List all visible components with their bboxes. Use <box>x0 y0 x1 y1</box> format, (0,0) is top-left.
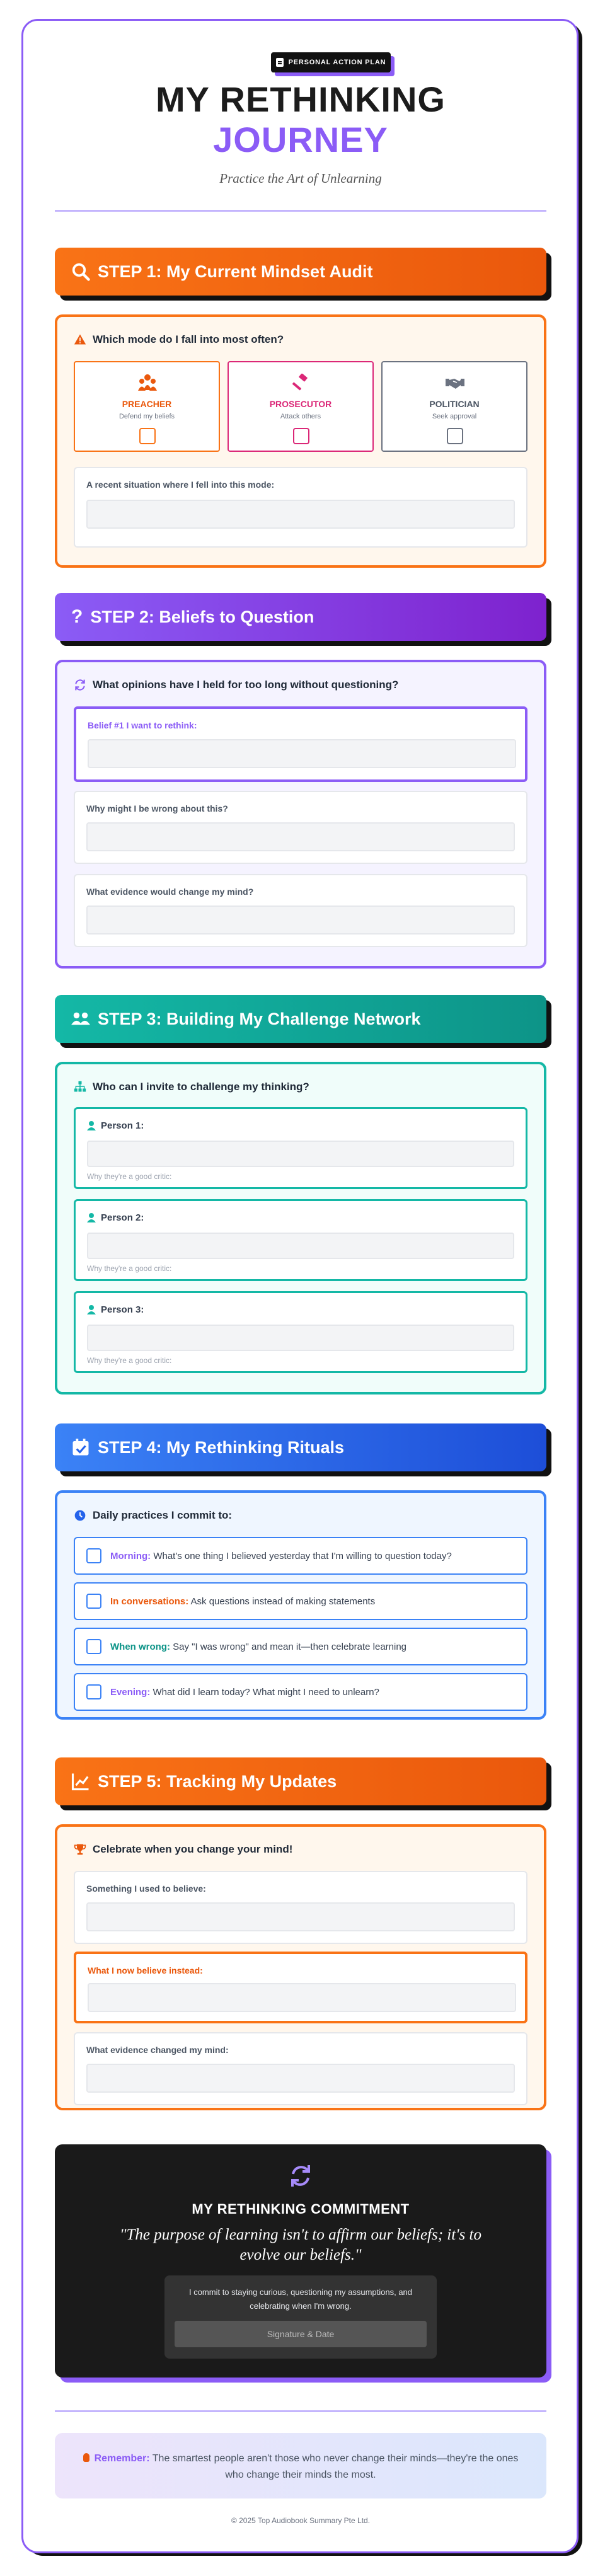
mode-card-politician[interactable] <box>381 361 527 452</box>
ritual-text: Ask questions instead of making statements <box>190 1596 376 1607</box>
step2-title: STEP 2: Beliefs to Question <box>90 607 314 626</box>
person-label: Person 3: <box>101 1304 144 1315</box>
divider <box>55 210 546 212</box>
network-icon <box>74 1081 86 1093</box>
user-icon <box>87 1121 96 1130</box>
mode-desc: Defend my beliefs <box>118 413 175 420</box>
chart-line-icon <box>71 1772 90 1791</box>
commitment-section <box>55 2144 553 2383</box>
situation-input[interactable] <box>86 500 515 529</box>
person-label: Person 1: <box>101 1120 144 1131</box>
step1-body <box>55 314 546 568</box>
step1-title: STEP 1: My Current Mindset Audit <box>98 262 373 281</box>
mode-desc: Seek approval <box>432 413 477 420</box>
step5-body <box>55 1824 546 2110</box>
ritual-checkbox[interactable] <box>86 1548 101 1563</box>
commitment-title: MY RETHINKING COMMITMENT <box>192 2201 410 2217</box>
warning-icon <box>74 333 86 346</box>
mode-name: PREACHER <box>122 399 172 409</box>
ritual-item[interactable] <box>74 1673 527 1711</box>
people-icon <box>138 374 157 391</box>
ritual-label: When wrong: <box>110 1641 170 1652</box>
remember-label: Remember: <box>94 2453 150 2464</box>
copyright-text: © 2025 Top Audiobook Summary Pte Ltd. <box>231 2516 371 2525</box>
mode-checkbox[interactable] <box>447 428 463 444</box>
person-input[interactable] <box>87 1233 514 1259</box>
page-title-line1: MY RETHINKING <box>156 79 446 119</box>
worksheet-card <box>21 19 579 2553</box>
step2-header <box>55 593 553 645</box>
belief-field <box>74 706 527 782</box>
clipboard-icon <box>276 58 284 67</box>
ritual-item[interactable] <box>74 1628 527 1665</box>
evidence-input[interactable] <box>86 906 515 934</box>
commitment-quote: "The purpose of learning isn't to affirm our beliefs; it's to evolve our beliefs." <box>120 2226 481 2263</box>
step1-question: Which mode do I fall into most often? <box>93 333 284 345</box>
step3-title: STEP 3: Building My Challenge Network <box>98 1009 421 1028</box>
mode-desc: Attack others <box>280 413 321 420</box>
commitment-text: I commit to staying curious, questioning my assumptions, and celebrating when I'm wrong. <box>188 2287 413 2311</box>
user-icon <box>87 1213 96 1222</box>
changed-mind-input[interactable] <box>86 2064 515 2093</box>
person-hint: Why they're a good critic: <box>87 1264 172 1273</box>
situation-label: A recent situation where I fell into this mode: <box>86 480 275 490</box>
wrong-label: Why might I be wrong about this? <box>86 803 228 814</box>
lightbulb-icon <box>83 2453 89 2462</box>
step5-title: STEP 5: Tracking My Updates <box>98 1771 337 1791</box>
person-card <box>74 1199 527 1281</box>
commitment-box <box>164 2275 437 2359</box>
person-card <box>74 1291 527 1373</box>
page-subtitle: Practice the Art of Unlearning <box>219 171 382 186</box>
mode-checkbox[interactable] <box>139 428 156 444</box>
step4-question: Daily practices I commit to: <box>93 1509 233 1521</box>
now-believe-input[interactable] <box>88 1983 516 2012</box>
mode-checkbox[interactable] <box>293 428 309 444</box>
sync-icon <box>288 2163 313 2188</box>
trophy-icon <box>74 1843 86 1856</box>
ritual-item[interactable] <box>74 1582 527 1620</box>
step3-header <box>55 995 553 1047</box>
ritual-label: Morning: <box>110 1550 151 1561</box>
step4-body <box>55 1490 546 1720</box>
remember-callout <box>55 2433 546 2498</box>
question-icon: ? <box>71 606 83 627</box>
ritual-checkbox[interactable] <box>86 1684 101 1699</box>
refresh-icon <box>74 679 86 691</box>
footer <box>55 2516 546 2525</box>
person-input[interactable] <box>87 1141 514 1167</box>
mode-name: PROSECUTOR <box>269 399 332 409</box>
calendar-check-icon <box>71 1438 90 1457</box>
person-label: Person 2: <box>101 1212 144 1223</box>
changed-mind-field <box>74 2032 527 2105</box>
mode-card-preacher[interactable] <box>74 361 220 452</box>
divider <box>55 2410 546 2412</box>
step2-body <box>55 660 546 969</box>
step1-header <box>55 248 553 299</box>
step5-header <box>55 1757 553 1809</box>
ritual-item[interactable] <box>74 1537 527 1575</box>
ritual-checkbox[interactable] <box>86 1594 101 1609</box>
remember-text: The smartest people aren't those who never change their minds—they're the ones who change their minds the most. <box>152 2453 519 2480</box>
header-badge <box>271 52 393 74</box>
step5-question: Celebrate when you change your mind! <box>93 1843 293 1855</box>
person-hint: Why they're a good critic: <box>87 1356 172 1365</box>
clock-icon <box>74 1509 86 1522</box>
users-icon <box>71 1009 90 1028</box>
used-believe-field <box>74 1871 527 1944</box>
wrong-field <box>74 791 527 864</box>
evidence-field <box>74 874 527 947</box>
page-title-line2: JOURNEY <box>213 120 388 159</box>
ritual-label: In conversations: <box>110 1596 189 1607</box>
ritual-label: Evening: <box>110 1686 151 1698</box>
signature-field[interactable]: Signature & Date <box>175 2321 427 2347</box>
user-icon <box>87 1305 96 1314</box>
mode-card-prosecutor[interactable] <box>228 361 374 452</box>
belief-label: Belief #1 I want to rethink: <box>88 720 197 730</box>
now-believe-field <box>74 1952 527 2023</box>
badge-label: PERSONAL ACTION PLAN <box>288 59 386 66</box>
ritual-text: What did I learn today? What might I need to unlearn? <box>153 1686 379 1698</box>
wrong-input[interactable] <box>86 822 515 851</box>
used-believe-label: Something I used to believe: <box>86 1883 206 1894</box>
search-icon <box>71 262 90 281</box>
evidence-label: What evidence would change my mind? <box>86 887 254 897</box>
belief-input[interactable] <box>88 739 516 768</box>
step4-title: STEP 4: My Rethinking Rituals <box>98 1437 345 1457</box>
step4-header <box>55 1423 553 1475</box>
step3-body <box>55 1062 546 1394</box>
step3-question: Who can I invite to challenge my thinking? <box>93 1081 309 1093</box>
person-hint: Why they're a good critic: <box>87 1172 172 1181</box>
ritual-text: Say "I was wrong" and mean it—then celebrate learning <box>173 1641 407 1652</box>
person-card <box>74 1107 527 1189</box>
person-input[interactable] <box>87 1325 514 1351</box>
ritual-text: What's one thing I believed yesterday that I'm willing to question today? <box>153 1550 452 1561</box>
mode-name: POLITICIAN <box>429 399 480 409</box>
gavel-icon <box>292 374 311 391</box>
situation-field <box>74 467 527 548</box>
ritual-checkbox[interactable] <box>86 1639 101 1654</box>
changed-mind-label: What evidence changed my mind: <box>86 2045 229 2055</box>
used-believe-input[interactable] <box>86 1902 515 1931</box>
step2-question: What opinions have I held for too long without questioning? <box>93 679 399 691</box>
now-believe-label: What I now believe instead: <box>88 1965 203 1975</box>
handshake-icon <box>446 374 464 391</box>
